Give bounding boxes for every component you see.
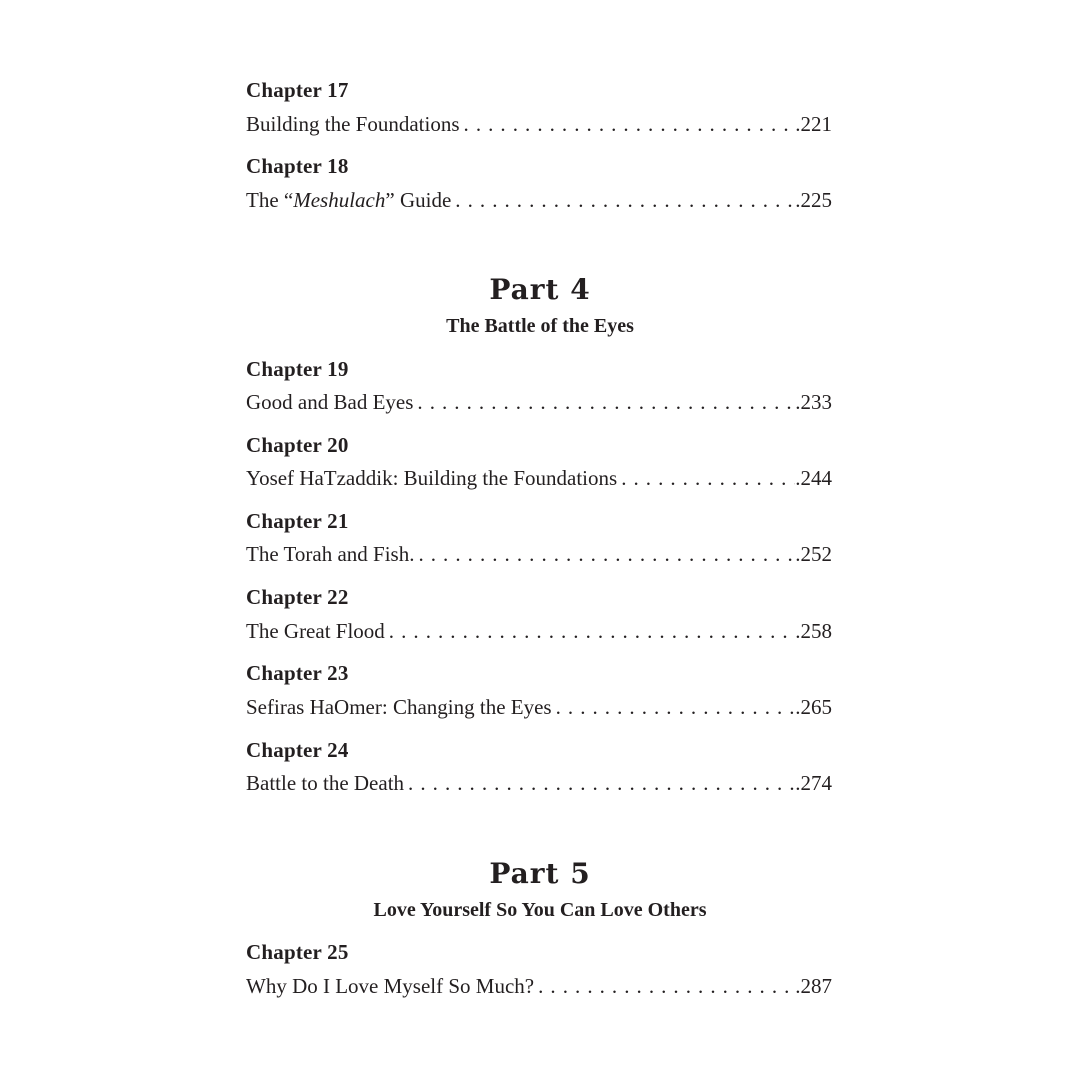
toc-entry-chapter-18[interactable] bbox=[246, 187, 832, 213]
toc-entry-chapter-20[interactable] bbox=[246, 465, 832, 491]
chapter-17-page-number: .221 bbox=[795, 112, 832, 136]
dot-leader bbox=[385, 618, 795, 644]
chapter-21-title: The Torah and Fish. bbox=[246, 542, 415, 566]
dot-leader bbox=[451, 187, 795, 213]
chapter-25-title: Why Do I Love Myself So Much? bbox=[246, 974, 535, 998]
dot-leader bbox=[552, 694, 796, 720]
chapter-19-label: Chapter 19 bbox=[246, 357, 349, 381]
toc-entry-chapter-23[interactable] bbox=[246, 694, 832, 720]
chapter-18-title bbox=[246, 187, 451, 213]
part-5-heading: Part 5 bbox=[489, 857, 591, 890]
chapter-22-label: Chapter 22 bbox=[246, 585, 349, 609]
toc-entry-chapter-25[interactable] bbox=[246, 973, 832, 999]
part-4-heading: Part 4 bbox=[489, 273, 591, 306]
toc-entry-chapter-24[interactable] bbox=[246, 770, 832, 796]
chapter-22-title: The Great Flood bbox=[246, 619, 385, 643]
dot-leader bbox=[413, 389, 795, 415]
chapter-17-label: Chapter 17 bbox=[246, 78, 349, 102]
dot-leader bbox=[414, 541, 795, 567]
chapter-20-page-number: .244 bbox=[795, 466, 832, 490]
chapter-21-label: Chapter 21 bbox=[246, 509, 349, 533]
chapter-23-label: Chapter 23 bbox=[246, 661, 349, 685]
chapter-25-label: Chapter 25 bbox=[246, 940, 349, 964]
chapter-18-title-suffix: ” Guide bbox=[385, 188, 452, 212]
chapter-25-page-number: .287 bbox=[795, 974, 832, 998]
dot-leader bbox=[617, 465, 795, 491]
chapter-18-page-number: .225 bbox=[795, 188, 832, 212]
chapter-21-page-number: .252 bbox=[795, 542, 832, 566]
toc-entry-chapter-22[interactable] bbox=[246, 618, 832, 644]
toc-entry-chapter-21[interactable] bbox=[246, 541, 832, 567]
dot-leader bbox=[404, 770, 795, 796]
toc-entry-chapter-17[interactable] bbox=[246, 111, 832, 137]
chapter-18-label: Chapter 18 bbox=[246, 154, 349, 178]
chapter-19-page-number: .233 bbox=[795, 390, 832, 414]
chapter-20-title: Yosef HaTzaddik: Building the Foundations bbox=[246, 466, 618, 490]
chapter-23-title: Sefiras HaOmer: Changing the Eyes bbox=[246, 695, 552, 719]
part-4-subtitle: The Battle of the Eyes bbox=[446, 315, 634, 337]
chapter-19-title: Good and Bad Eyes bbox=[246, 390, 414, 414]
chapter-20-label: Chapter 20 bbox=[246, 433, 349, 457]
chapter-24-title: Battle to the Death bbox=[246, 771, 405, 795]
chapter-23-page-number: .265 bbox=[795, 695, 832, 719]
dot-leader bbox=[534, 973, 795, 999]
dot-leader bbox=[460, 111, 796, 137]
toc-entry-chapter-19[interactable] bbox=[246, 389, 832, 415]
chapter-18-title-prefix: The “ bbox=[246, 188, 294, 212]
part-5-subtitle: Love Yourself So You Can Love Others bbox=[373, 899, 707, 921]
chapter-17-title: Building the Foundations bbox=[246, 112, 460, 136]
chapter-24-page-number: .274 bbox=[795, 771, 832, 795]
chapter-24-label: Chapter 24 bbox=[246, 738, 349, 762]
chapter-18-title-italic: Meshulach bbox=[293, 188, 386, 212]
chapter-22-page-number: .258 bbox=[795, 619, 832, 643]
